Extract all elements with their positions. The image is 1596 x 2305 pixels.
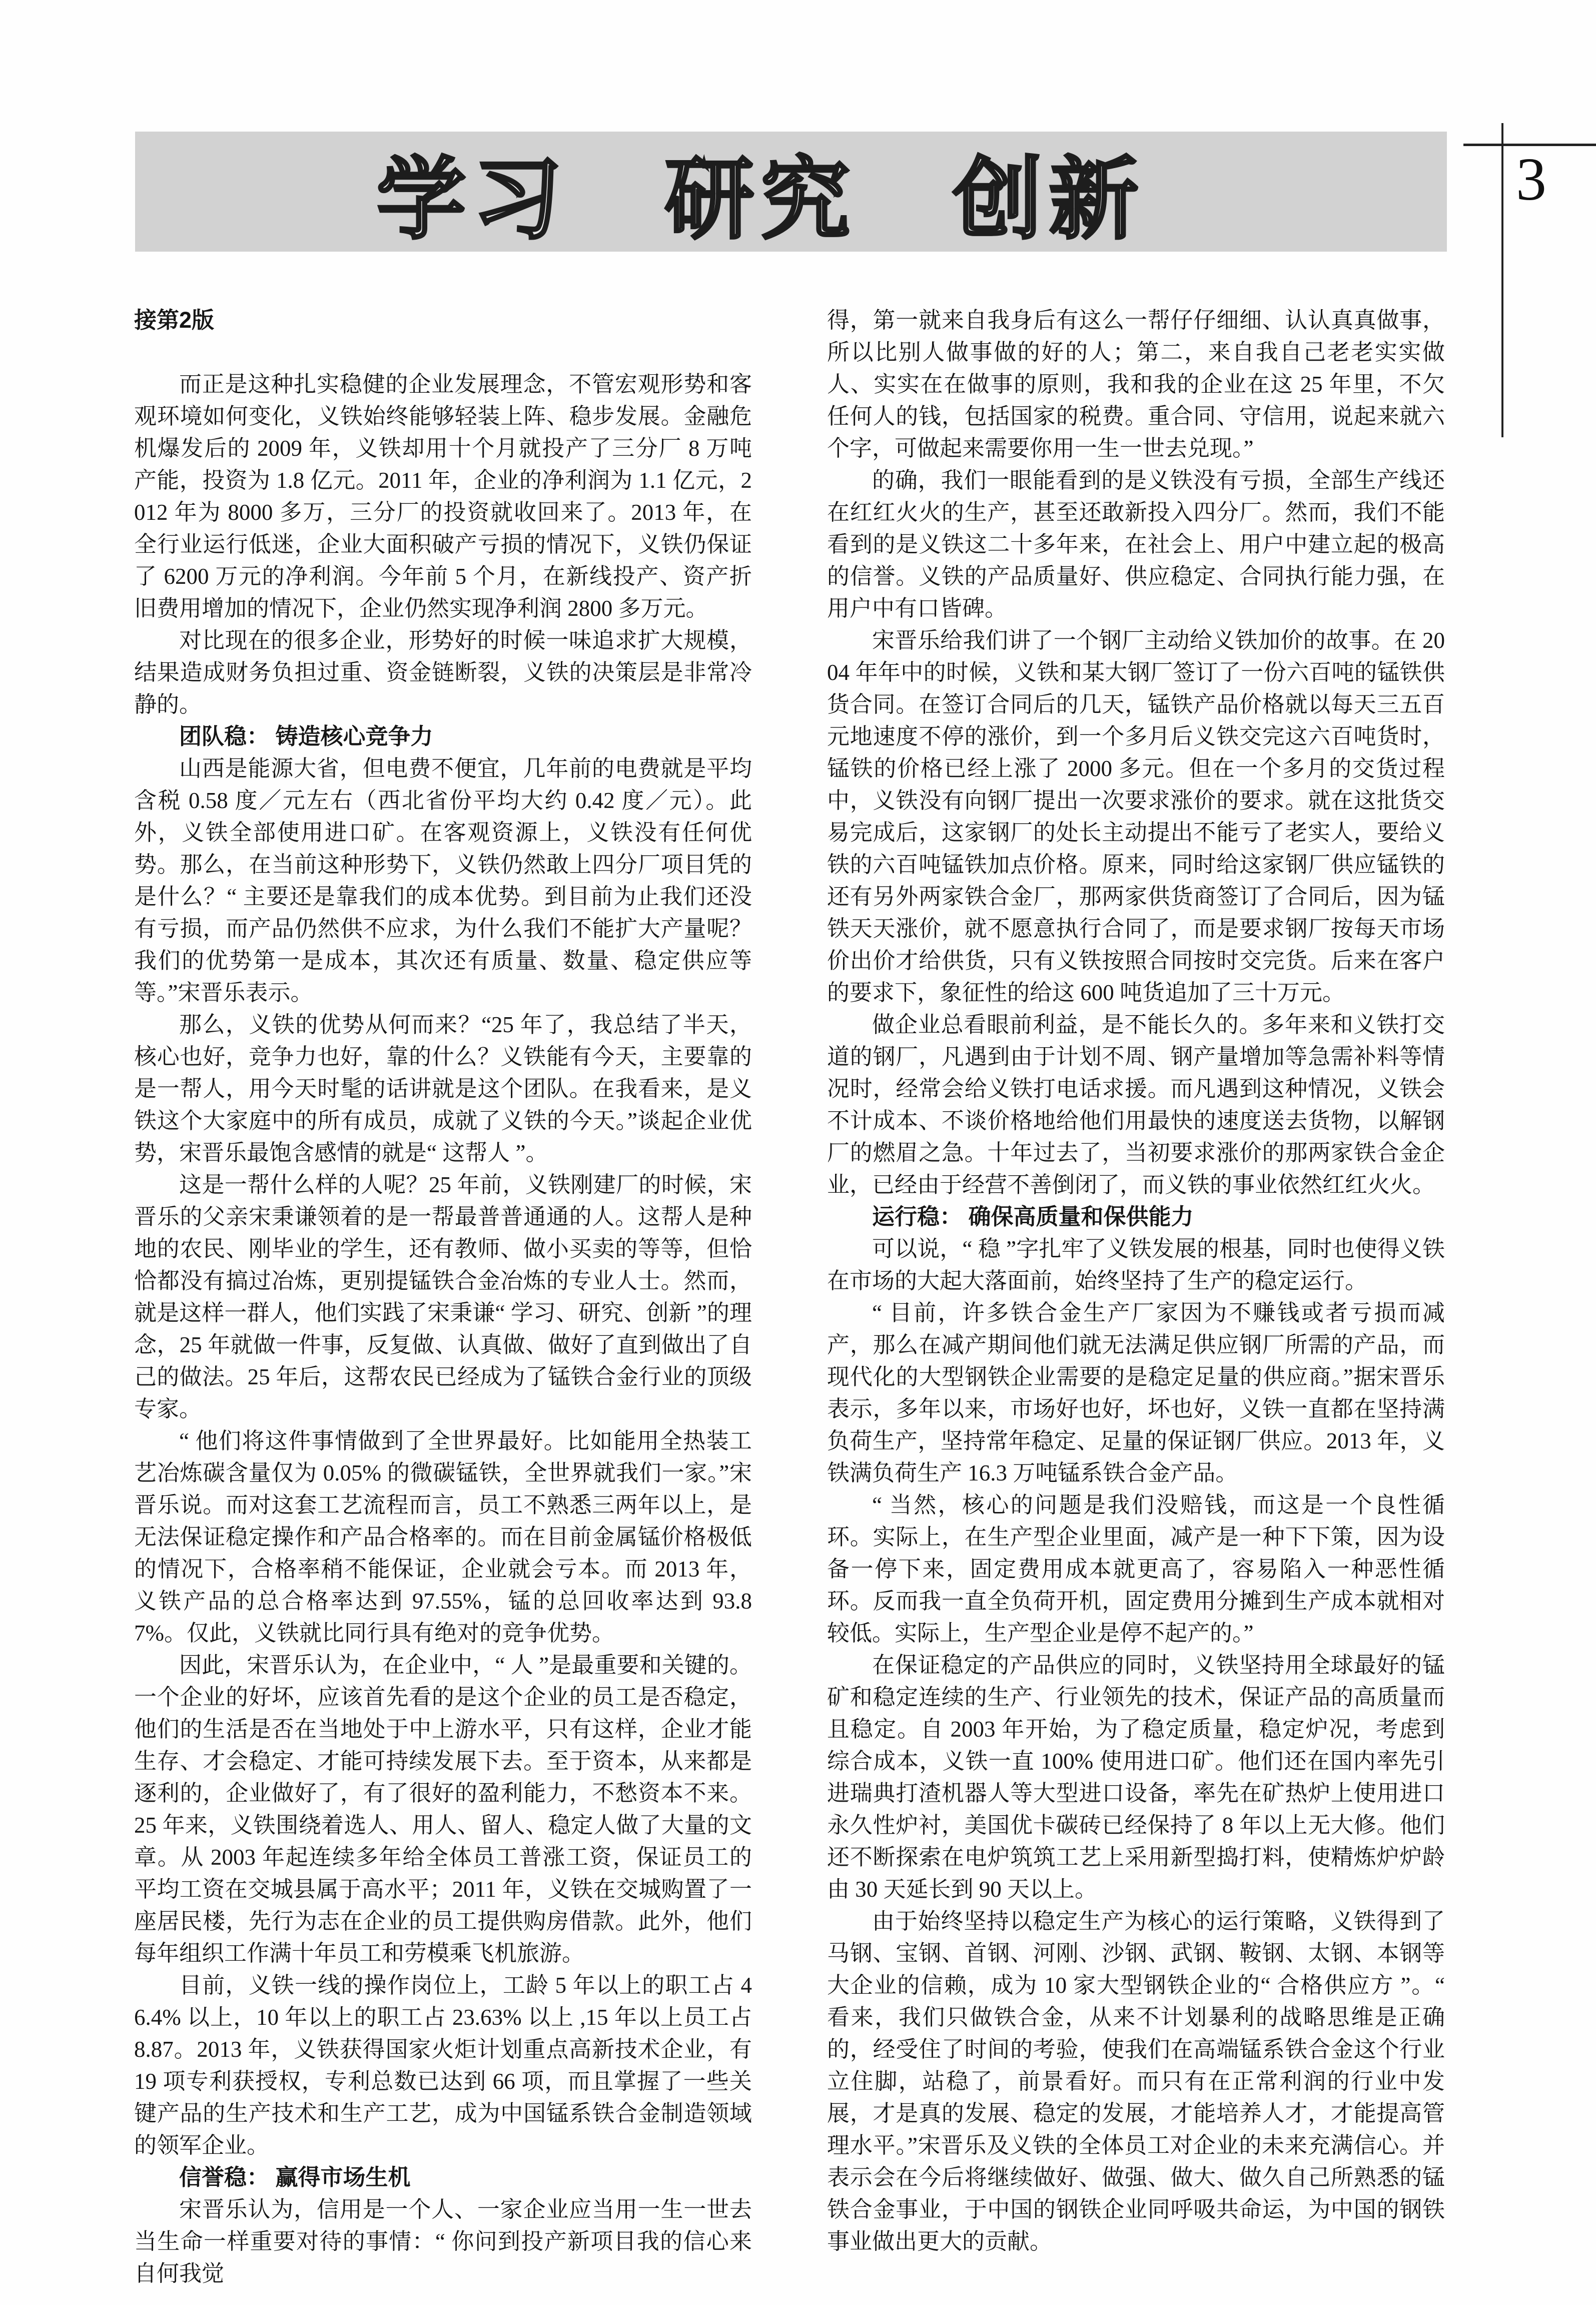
section-heading: 运行稳： 确保高质量和保供能力 (872, 1204, 1194, 1229)
section-heading: 团队稳： 铸造核心竞争力 (179, 723, 433, 749)
masthead-banner (135, 132, 1447, 252)
body-paragraph: 在保证稳定的产品供应的同时，义铁坚持用全球最好的锰矿和稳定连续的生产、行业领先的技术，保证产品的高质量而且稳定。自 2003 年开始，为了稳定质量，稳定炉况，考虑到综合成本，义铁一直 100% 使用进口矿。他们还在国内率先引进瑞典打渣机器人等大型进口设备，率先在矿热炉上使用进口永久性炉衬，美国优卡碳砖已经保持了 8 年以上无大修。他们还不断探索在电炉筑筑工艺上采用新型捣打料，使精炼炉炉龄由 30 天延长到 90 天以上。 (827, 1653, 1445, 1902)
body-paragraph: 宋晋乐认为，信用是一个人、一家企业应当用一生一世去当生命一样重要对待的事情：“ 你问到投产新项目我的信心来自何我觉 (134, 2197, 752, 2286)
continued-from-note: 接第2版 (134, 307, 215, 333)
body-paragraph: 因此，宋晋乐认为，在企业中，“ 人 ”是最重要和关键的。一个企业的好坏，应该首先看的是这个企业的员工是否稳定，他们的生活是否在当地处于中上游水平，只有这样，企业才能生存、才会稳定、才能可持续发展下去。至于资本，从来都是逐利的，企业做好了，有了很好的盈利能力，不愁资本不来。25 年来，义铁围绕着选人、用人、留人、稳定人做了大量的文章。从 2003 年起连续多年给全体员工普涨工资，保证员工的平均工资在交城县属于高水平；2011 年，义铁在交城购置了一座居民楼，先行为志在企业的员工提供购房借款。此外，他们每年组织工作满十年员工和劳模乘飞机旅游。 (134, 1653, 752, 1966)
masthead-title: 学习 研究 创新 (377, 150, 1145, 249)
body-paragraph: 目前，义铁一线的操作岗位上，工龄 5 年以上的职工占 46.4% 以上，10 年以上的职工占 23.63% 以上 ,15 年以上员工占 8.87。2013 年，义铁获得国家火炬计划重点高新技术企业，有 19 项专利获授权，专利总数已达到 66 项，而且掌握了一些关键产品的生产技术和生产工艺，成为中国锰系铁合金制造领域的领军企业。 (134, 1973, 752, 2158)
section-heading: 信誉稳： 赢得市场生机 (179, 2164, 411, 2190)
body-paragraph: 而正是这种扎实稳健的企业发展理念，不管宏观形势和客观环境如何变化，义铁始终能够轻装上阵、稳步发展。金融危机爆发后的 2009 年，义铁却用十个月就投产了三分厂 8 万吨产能，投资为 1.8 亿元。2011 年，企业的净利润为 1.1 亿元，2012 年为 8000 多万，三分厂的投资就收回来了。2013 年，在全行业运行低迷，企业大面积破产亏损的情况下，义铁仍保证了 6200 万元的净利润。今年前 5 个月，在新线投产、资产折旧费用增加的情况下，企业仍然实现净利润 2800 多万元。 (134, 372, 752, 621)
body-paragraph: “ 目前，许多铁合金生产厂家因为不赚钱或者亏损而减产，那么在减产期间他们就无法满足供应钢厂所需的产品，而现代化的大型钢铁企业需要的是稳定足量的供应商。”据宋晋乐表示，多年以来，市场好也好，坏也好，义铁一直都在坚持满负荷生产，坚持常年稳定、足量的保证钢厂供应。2013 年，义铁满负荷生产 16.3 万吨锰系铁合金产品。 (827, 1300, 1445, 1485)
body-paragraph: “ 当然，核心的问题是我们没赔钱，而这是一个良性循环。实际上，在生产型企业里面，减产是一种下下策，因为设备一停下来，固定费用成本就更高了，容易陷入一种恶性循环。反而我一直全负荷开机，固定费用分摊到生产成本就相对较低。实际上，生产型企业是停不起产的。” (827, 1492, 1445, 1646)
body-paragraph: 这是一帮什么样的人呢？25 年前，义铁刚建厂的时候，宋晋乐的父亲宋秉谦领着的是一帮最普普通通的人。这帮人是种地的农民、刚毕业的学生，还有教师、做小买卖的等等，但恰恰都没有搞过冶炼，更别提锰铁合金冶炼的专业人士。然而，就是这样一群人，他们实践了宋秉谦“ 学习、研究、创新 ”的理念，25 年就做一件事，反复做、认真做、做好了直到做出了自己的做法。25 年后，这帮农民已经成为了锰铁合金行业的顶级专家。 (134, 1172, 752, 1421)
body-paragraph: 由于始终坚持以稳定生产为核心的运行策略，义铁得到了马钢、宝钢、首钢、河刚、沙钢、武钢、鞍钢、太钢、本钢等大企业的信赖，成为 10 家大型钢铁企业的“ 合格供应方 ”。“ 看来，我们只做铁合金，从来不计划暴利的战略思维是正确的，经受住了时间的考验，使我们在高端锰系铁合金这个行业立住脚，站稳了，前景看好。而只有在正常利润的行业中发展，才是真的发展、稳定的发展，才能培养人才，才能提高管理水平。”宋晋乐及义铁的全体员工对企业的未来充满信心。并表示会在今后将继续做好、做强、做大、做久自己所熟悉的锰铁合金事业，于中国的钢铁企业同呼吸共命运，为中国的钢铁事业做出更大的贡献。 (827, 1909, 1445, 2254)
right-column (827, 304, 1445, 2289)
body-paragraph: 山西是能源大省，但电费不便宜，几年前的电费就是平均含税 0.58 度／元左右（西北省份平均大约 0.42 度／元）。此外，义铁全部使用进口矿。在客观资源上，义铁没有任何优势。那么，在当前这种形势下，义铁仍然敢上四分厂项目凭的是什么？“ 主要还是靠我们的成本优势。到目前为止我们还没有亏损，而产品仍然供不应求，为什么我们不能扩大产量呢？我们的优势第一是成本，其次还有质量、数量、稳定供应等等。”宋晋乐表示。 (134, 756, 752, 1005)
body-paragraph: 的确，我们一眼能看到的是义铁没有亏损，全部生产线还在红红火火的生产，甚至还敢新投入四分厂。然而，我们不能看到的是义铁这二十多年来，在社会上、用户中建立起的极高的信誉。义铁的产品质量好、供应稳定、合同执行能力强，在用户中有口皆碑。 (827, 468, 1445, 621)
body-paragraph: 得，第一就来自我身后有这么一帮仔仔细细、认认真真做事，所以比别人做事做的好的人；第二，来自我自己老老实实做人、实实在在做事的原则，我和我的企业在这 25 年里，不欠任何人的钱，包括国家的税费。重合同、守信用，说起来就六个字，可做起来需要你用一生一世去兑现。” (827, 308, 1445, 461)
page-number: 3 (1516, 146, 1546, 213)
body-paragraph: 宋晋乐给我们讲了一个钢厂主动给义铁加价的故事。在 2004 年年中的时候，义铁和某大钢厂签订了一份六百吨的锰铁供货合同。在签订合同后的几天，锰铁产品价格就以每天三五百元地速度不停的涨价，到一个多月后义铁交完这六百吨货时，锰铁的价格已经上涨了 2000 多元。但在一个多月的交货过程中，义铁没有向钢厂提出一次要求涨价的要求。就在这批货交易完成后，这家钢厂的处长主动提出不能亏了老实人，要给义铁的六百吨锰铁加点价格。原来，同时给这家钢厂供应锰铁的还有另外两家铁合金厂，那两家供货商签订了合同后，因为锰铁天天涨价，就不愿意执行合同了，而是要求钢厂按每天市场价出价才给供货，只有义铁按照合同按时交完货。后来在客户的要求下，象征性的给这 600 吨货追加了三十万元。 (827, 628, 1445, 1005)
body-paragraph: 做企业总看眼前利益，是不能长久的。多年来和义铁打交道的钢厂，凡遇到由于计划不周、钢产量增加等急需补料等情况时，经常会给义铁打电话求援。而凡遇到这种情况，义铁会不计成本、不谈价格地给他们用最快的速度送去货物，以解钢厂的燃眉之急。十年过去了，当初要求涨价的那两家铁合金企业，已经由于经营不善倒闭了，而义铁的事业依然红红火火。 (827, 1012, 1445, 1197)
article-body (134, 304, 1445, 2289)
vertical-rule (1501, 123, 1503, 437)
body-paragraph: 那么，义铁的优势从何而来？“25 年了，我总结了半天，核心也好，竞争力也好，靠的什么？义铁能有今天，主要靠的是一帮人，用今天时髦的话讲就是这个团队。在我看来，是义铁这个大家庭中的所有成员，成就了义铁的今天。”谈起企业优势，宋晋乐最饱含感情的就是“ 这帮人 ”。 (134, 1012, 752, 1165)
body-paragraph: 对比现在的很多企业，形势好的时候一味追求扩大规模，结果造成财务负担过重、资金链断裂，义铁的决策层是非常冷静的。 (134, 628, 752, 717)
body-paragraph: 可以说，“ 稳 ”字扎牢了义铁发展的根基，同时也使得义铁在市场的大起大落面前，始终坚持了生产的稳定运行。 (827, 1236, 1445, 1293)
left-column (134, 304, 752, 2289)
body-paragraph: “ 他们将这件事情做到了全世界最好。比如能用全热装工艺冶炼碳含量仅为 0.05% 的微碳锰铁，全世界就我们一家。”宋晋乐说。而对这套工艺流程而言，员工不熟悉三两年以上，是无法保证稳定操作和产品合格率的。而在目前金属锰价格极低的情况下，合格率稍不能保证，企业就会亏本。而 2013 年，义铁产品的总合格率达到 97.55%，锰的总回收率达到 93.87%。仅此，义铁就比同行具有绝对的竞争优势。 (134, 1428, 752, 1646)
